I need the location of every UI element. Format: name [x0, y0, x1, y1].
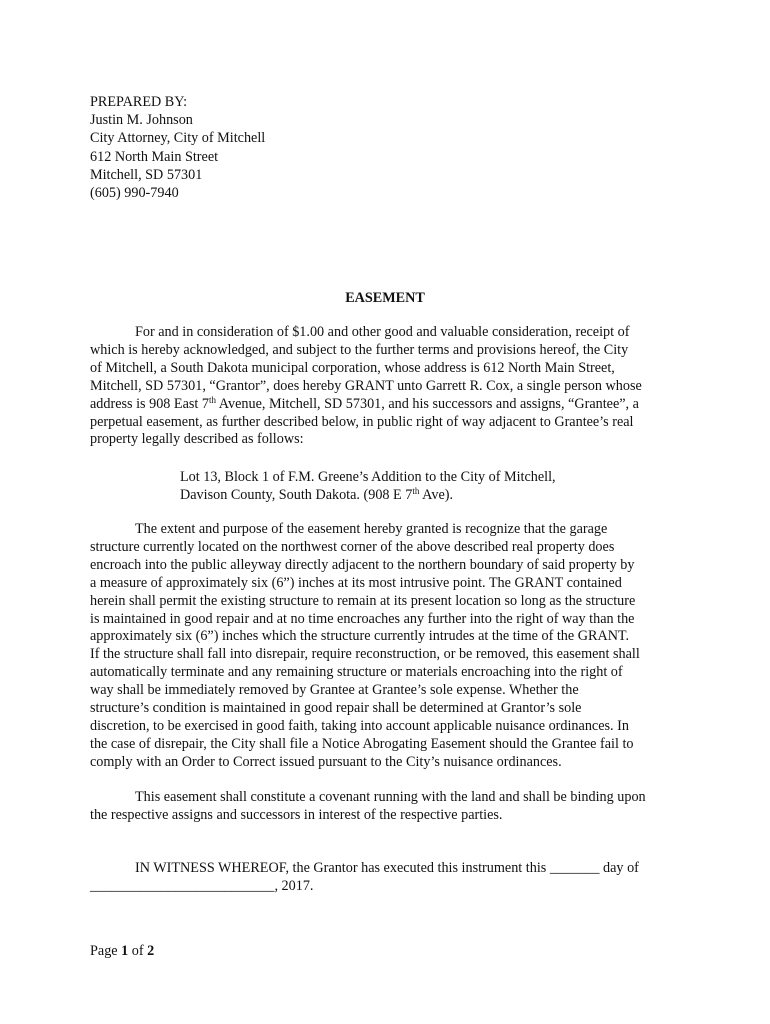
preparer-phone: (605) 990-7940 [90, 185, 179, 202]
paragraph-line: __________________________, 2017. [90, 877, 314, 894]
paragraph-line [90, 396, 682, 414]
legal-description [180, 468, 556, 504]
superscript: th [209, 394, 217, 405]
paragraph-line: automatically terminate and any remaining structure or materials encroaching into the right of [90, 664, 623, 681]
paragraph-line: herein shall permit the existing structure to remain at its present location so long as the structure [90, 592, 636, 609]
preparer-city: Mitchell, SD 57301 [90, 166, 203, 183]
paragraph-line: IN WITNESS WHEREOF, the Grantor has executed this instrument this _______ day of [135, 860, 639, 876]
legal-line: Lot 13, Block 1 of F.M. Greene’s Addition to the City of Mitchell, [180, 469, 556, 485]
paragraph-line: way shall be immediately removed by Grantee at Grantee’s sole expense. Whether the [90, 682, 579, 699]
legal-line [180, 486, 556, 504]
preparer-title: City Attorney, City of Mitchell [90, 130, 266, 147]
paragraph-line: which is hereby acknowledged, and subject to the further terms and provisions hereof, the City [90, 341, 629, 358]
paragraph-line: the respective assigns and successors in interest of the respective parties. [90, 806, 503, 823]
paragraph-line: This easement shall constitute a covenant running with the land and shall be binding upon [135, 789, 646, 805]
text-run: address is 908 East 7 [90, 395, 210, 412]
prepared-by-block [90, 93, 265, 202]
preparer-name: Justin M. Johnson [90, 112, 193, 129]
paragraph-line: For and in consideration of $1.00 and other good and valuable consideration, receipt of [135, 324, 630, 340]
paragraph-line: of Mitchell, a South Dakota municipal corporation, whose address is 612 North Main Street, [90, 359, 615, 376]
text-run: Davison County, South Dakota. (908 E 7 [180, 487, 413, 503]
page-number-prefix: Page [90, 943, 122, 959]
paragraph-line: If the structure shall fall into disrepair, require reconstruction, or be removed, this easement shall [90, 646, 640, 663]
paragraph-line: comply with an Order to Correct issued pursuant to the City’s nuisance ordinances. [90, 753, 562, 770]
prepared-by-heading: PREPARED BY: [90, 94, 188, 110]
document-title: EASEMENT [345, 290, 425, 306]
paragraph-line: approximately six (6”) inches which the structure currently intrudes at the time of the GRANT. [90, 628, 630, 645]
paragraph-line: structure’s condition is maintained in good repair shall be determined at Grantor’s sole [90, 700, 582, 717]
paragraph-line: Mitchell, SD 57301, “Grantor”, does hereby GRANT unto Garrett R. Cox, a single person whose [90, 377, 642, 394]
preparer-street: 612 North Main Street [90, 148, 219, 165]
paragraph-line: the case of disrepair, the City shall file a Notice Abrogating Easement should the Grantee fail to [90, 735, 634, 752]
paragraph-extent-purpose [90, 521, 682, 772]
paragraph-covenant [90, 789, 682, 825]
paragraph-line: is maintained in good repair and at no time encroaches any further into the right of way than the [90, 610, 635, 627]
total-pages: 2 [147, 943, 155, 959]
paragraph-line: encroach into the public alleyway directly adjacent to the northern boundary of said property by [90, 556, 635, 573]
superscript: th [412, 486, 420, 496]
paragraph-line: structure currently located on the northwest corner of the above described real property does [90, 538, 615, 555]
paragraph-line: perpetual easement, as further described below, in public right of way adjacent to Grantee’s real [90, 413, 634, 430]
text-run: Avenue, Mitchell, SD 57301, and his successors and assigns, “Grantee”, a [216, 395, 639, 412]
paragraph-witness [90, 860, 682, 896]
page-number [90, 943, 154, 960]
page-number-of: of [128, 943, 148, 959]
paragraph-consideration [90, 324, 682, 449]
paragraph-line: a measure of approximately six (6”) inches at its most intrusive point. The GRANT contained [90, 574, 622, 591]
paragraph-line: The extent and purpose of the easement hereby granted is recognize that the garage [135, 521, 608, 537]
current-page: 1 [121, 943, 129, 959]
paragraph-line: discretion, to be exercised in good faith, taking into account applicable nuisance ordinances. In [90, 717, 629, 734]
paragraph-line: property legally described as follows: [90, 431, 304, 448]
text-run: Ave). [419, 487, 454, 503]
